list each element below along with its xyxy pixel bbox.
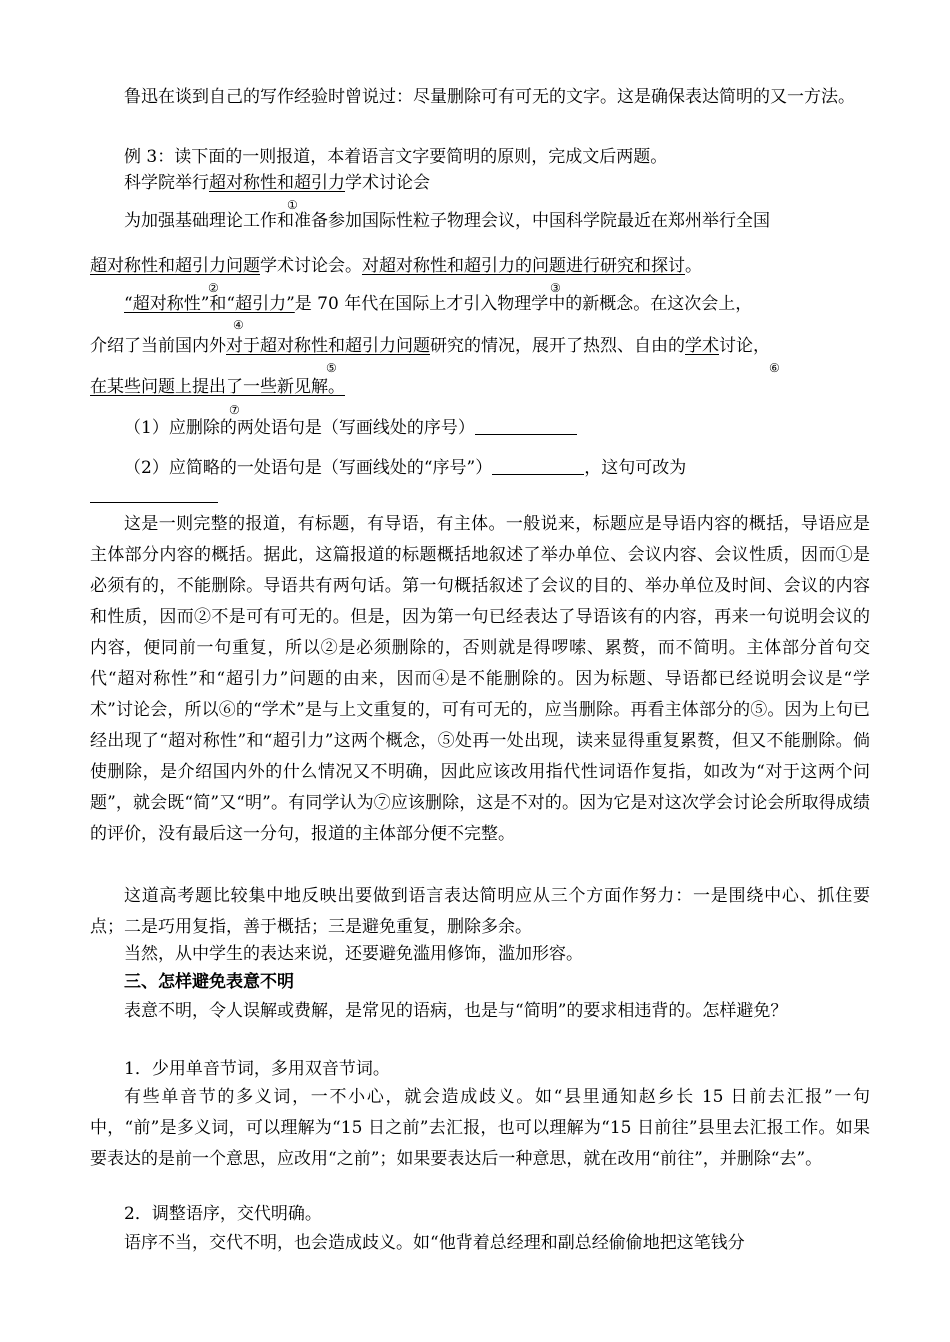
underline-segment-6: 学术 [685, 336, 719, 356]
underline-segment-3: 对超对称性和超引力的问题进行研究和探讨 [362, 256, 685, 276]
example-label: 例 3：读下面的一则报道，本着语言文字要简明的原则，完成文后两题。 [124, 147, 668, 167]
section-3-point-2: 2．调整语序，交代明确。 [124, 1204, 322, 1224]
section-3-heading: 三、怎样避免表意不明 [124, 972, 294, 992]
section-3-paragraph-2: 有些单音节的多义词，一不小心，就会造成歧义。如“县里通知赵乡长 15 日前去汇报”一句中，“前”是多义词，可以理解为“15 日之前”去汇报，也可以理解为“15 日前往”县里去汇报工作。如果要表达的是前一个意思，应改用“之前”；如果要表达后一种意思，就在改用“前往”，并删除“去”。 [90, 1087, 870, 1169]
question-2 [90, 453, 870, 483]
article-lead-line1: 为加强基础理论工作和准备参加国际性粒子物理会议，中国科学院最近在郑州举行全国 [124, 211, 770, 231]
marker-6: ⑥ [769, 361, 780, 375]
article-title-prefix: 科学院举行 [124, 173, 209, 193]
body-text: 研究的情况，展开了热烈、自由的 [430, 336, 685, 356]
question-2-answer-line [90, 484, 870, 507]
marker-5: ⑤ [326, 361, 337, 375]
marker-1: ① [287, 198, 298, 212]
article-title [90, 170, 870, 196]
marker-3: ③ [550, 281, 561, 295]
article-body-line2 [90, 332, 870, 360]
question-2-tail: ，这句可改为 [584, 458, 687, 478]
intro-paragraph: 鲁迅在谈到自己的写作经验时曾说过：尽量删除可有可无的文字。这是确保表达简明的又一方法。 [124, 87, 855, 107]
article-body-line3 [90, 373, 870, 401]
section-3-point-1: 1．少用单音节词，多用双音节词。 [124, 1059, 390, 1079]
lead-text: 学术讨论会。 [260, 256, 362, 276]
marker-2: ② [208, 281, 219, 295]
analysis-paragraph-2: 这道高考题比较集中地反映出要做到语言表达简明应从三个方面作努力：一是围绕中心、抓住要点；二是巧用复指，善于概括；三是避免重复，删除多余。 [90, 886, 870, 937]
article-title-underlined: 超对称性和超引力 [209, 173, 345, 193]
underline-segment-7: 在某些问题上提出了一些新见解。 [90, 377, 345, 397]
body-text: 是 70 年代在国际上才引入物理学中的新概念。在这次会上， [294, 294, 753, 314]
body-text: 介绍了当前国内外 [90, 336, 226, 356]
underline-segment-4: “超对称性”和“超引力” [124, 294, 295, 314]
marker-7: ⑦ [229, 403, 240, 417]
answer-blank-3[interactable] [90, 484, 218, 503]
marker-4: ④ [233, 318, 244, 332]
lead-end: 。 [685, 256, 702, 276]
article-title-suffix: 学术讨论会 [345, 173, 430, 193]
answer-blank-1[interactable] [475, 416, 577, 435]
underline-segment-2: 超对称性和超引力问题 [90, 256, 260, 276]
section-3-paragraph-1: 表意不明，令人误解或费解，是常见的语病，也是与“简明”的要求相违背的。怎样避免？ [124, 1001, 788, 1021]
question-1-text: （1）应删除的两处语句是（写画线处的序号） [124, 418, 475, 438]
section-3-paragraph-3: 语序不当，交代不明，也会造成歧义。如“他背着总经理和副总经偷偷地把这笔钱分 [124, 1233, 745, 1253]
analysis-paragraph-3: 当然，从中学生的表达来说，还要避免滥用修饰，滥加形容。 [124, 944, 583, 964]
article-body-line1 [90, 290, 870, 318]
answer-blank-2[interactable] [492, 456, 584, 475]
analysis-paragraph-1: 这是一则完整的报道，有标题，有导语，有主体。一般说来，标题应是导语内容的概括，导语应是主体部分内容的概括。据此，这篇报道的标题概括地叙述了举办单位、会议内容、会议性质，因而①是必须有的，不能删除。导语共有两句话。第一句概括叙述了会议的目的、举办单位及时间、会议的内容和性质，因而②不是可有可无的。但是，因为第一句已经表达了导语该有的内容，再来一句说明会议的内容，便同前一句重复，所以②是必须删除的，否则就是得啰嗦、累赘，而不简明。主体部分首句交代“超对称性”和“超引力”问题的由来，因而④是不能删除的。因为标题、导语都已经说明会议是“学术”讨论会，所以⑥的“学术”是与上文重复的，可有可无的，应当删除。再看主体部分的⑤。因为上句已经出现了“超对称性”和“超引力”这两个概念，⑤处再一处出现，读来显得重复累赘，但又不能删除。倘使删除，是介绍国内外的什么情况又不明确，因此应该改用指代性词语作复指，如改为“对于这两个问题”，就会既“简”又“明”。有同学认为⑦应该删除，这是不对的。因为它是对这次学会讨论会所取得成绩的评价，没有最后这一分句，报道的主体部分便不完整。 [90, 514, 870, 844]
underline-segment-5: 对于超对称性和超引力问题 [226, 336, 430, 356]
question-2-text: （2）应简略的一处语句是（写画线处的“序号”） [124, 458, 493, 478]
body-text: 讨论， [719, 336, 770, 356]
article-lead-line2 [90, 252, 870, 280]
question-1 [90, 413, 870, 443]
